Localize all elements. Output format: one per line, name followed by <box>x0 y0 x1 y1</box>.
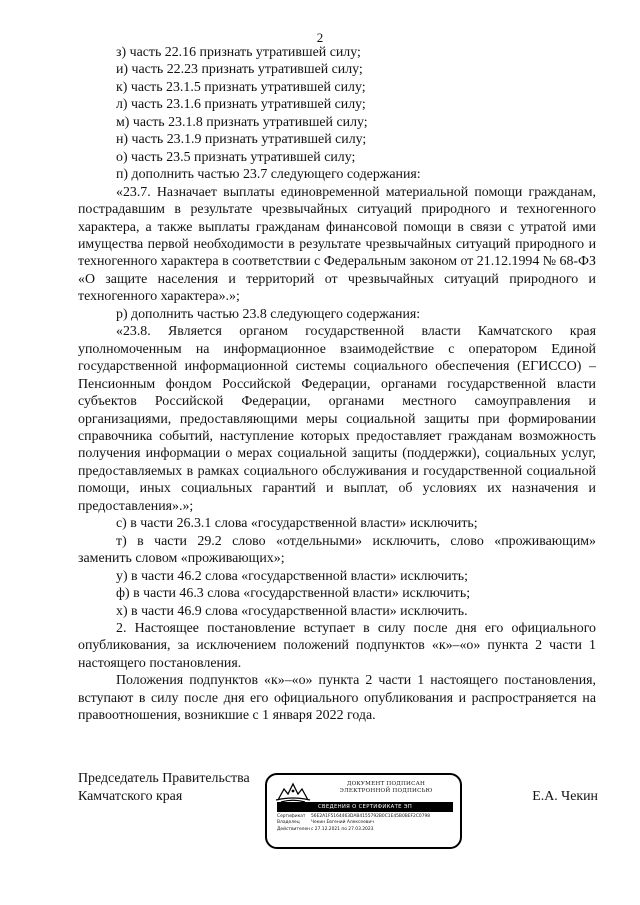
stamp-row-value: с 27.12.2021 по 27.03.2023 <box>311 826 374 832</box>
stamp-row-label: Владелец <box>277 820 300 826</box>
item-i: и) часть 22.23 признать утратившей силу; <box>116 62 363 78</box>
stamp-header-line1: ДОКУМЕНТ ПОДПИСАН <box>346 781 426 787</box>
item-u: у) в части 46.2 слова «государственной власти» исключить; <box>116 568 468 584</box>
signatory-title-line2: Камчатского края <box>78 788 183 804</box>
item-f: ф) в части 46.3 слова «государственной власти» исключить; <box>116 586 471 602</box>
item-t: т) в части 29.2 слово «отдельными» исключить, слово «проживающим» заменить словом «проживающих»; <box>78 533 596 567</box>
paragraph-23-8: «23.8. Является органом государственной власти Камчатского края уполномоченным на информационное взаимодействие с оператором Единой государственной информационной системы социального обеспечения (ЕГИССО) – Пенсионным фондом Российской Федерации, органами государственной власти субъектов Российской Федерации, органами местного самоуправления и организациями, предоставляющими меры социальной защиты при формировании справочника событий, наступление которых предоставляет гражданам возможность получения информации о мерах социальной защиты (поддержки), социальных услуг, предоставляемых в рамках социального обслуживания и государственной социальной помощи, иных социальных гарантий и выплат, об условиях их назначения и предоставления».»; <box>78 324 596 514</box>
page-number: 2 <box>316 30 324 45</box>
stamp-row-validity <box>277 827 455 833</box>
stamp-row-value: 56E2A1F5164463DAB4155792B0C1E45B0BEF2C0798 <box>311 814 431 819</box>
item-o: о) часть 23.5 признать утратившей силу; <box>116 149 356 165</box>
item-z: з) часть 22.16 признать утратившей силу; <box>116 45 361 60</box>
stamp-certificate-bar: СВЕДЕНИЯ О СЕРТИФИКАТЕ ЭП <box>277 802 453 812</box>
signatory-title-line1: Председатель Правительства <box>78 771 250 786</box>
item-l: л) часть 23.1.6 признать утратившей силу; <box>116 97 366 113</box>
item-m: м) часть 23.1.8 признать утратившей силу; <box>116 114 368 130</box>
paragraph-23-7: «23.7. Назначает выплаты единовременной материальной помощи гражданам, пострадавшим в результате чрезвычайных ситуаций природного и техногенного характера, а также выплаты гражданам финансовой помощи в связи с утратой ими имущества первой необходимости в результате чрезвычайных ситуаций природного и техногенного характера в соответствии с Федеральным законом от 21.12.1994 № 68-ФЗ «О защите населения и территорий от чрезвычайных ситуаций природного и техногенного характера».»; <box>78 184 596 305</box>
signatory-name: Е.А. Чекин <box>532 789 598 804</box>
stamp-row-label: Действителен <box>277 826 311 832</box>
item-h: х) в части 46.9 слова «государственной власти» исключить. <box>116 603 468 619</box>
paragraph-effective-date: 2. Настоящее постановление вступает в силу после дня его официального опубликования, за исключением положений подпунктов «к»–«о» пункта 2 части 1 настоящего постановления. <box>78 620 596 671</box>
stamp-row-label: Сертификат <box>277 814 306 819</box>
coat-of-arms-icon <box>273 781 313 803</box>
document-body <box>78 44 596 725</box>
item-n: н) часть 23.1.9 признать утратившей силу; <box>116 132 367 148</box>
electronic-signature-stamp <box>265 773 462 849</box>
stamp-details <box>277 814 455 833</box>
item-k: к) часть 23.1.5 признать утратившей силу; <box>116 79 366 95</box>
stamp-row-value: Чекин Евгений Алексеевич <box>311 820 374 826</box>
item-r: р) дополнить частью 23.8 следующего содержания: <box>116 306 421 322</box>
signatory-title <box>78 770 250 805</box>
item-p: п) дополнить частью 23.7 следующего содержания: <box>116 167 421 183</box>
stamp-header <box>313 781 459 795</box>
item-s: с) в части 26.3.1 слова «государственной власти» исключить; <box>116 516 478 532</box>
paragraph-retroactive: Положения подпунктов «к»–«о» пункта 2 части 1 настоящего постановления, вступают в силу после дня его официального опубликования и распространяется на правоотношения, возникшие с 1 января 2022 года. <box>78 673 596 724</box>
stamp-header-line2: ЭЛЕКТРОННОЙ ПОДПИСЬЮ <box>339 788 433 794</box>
